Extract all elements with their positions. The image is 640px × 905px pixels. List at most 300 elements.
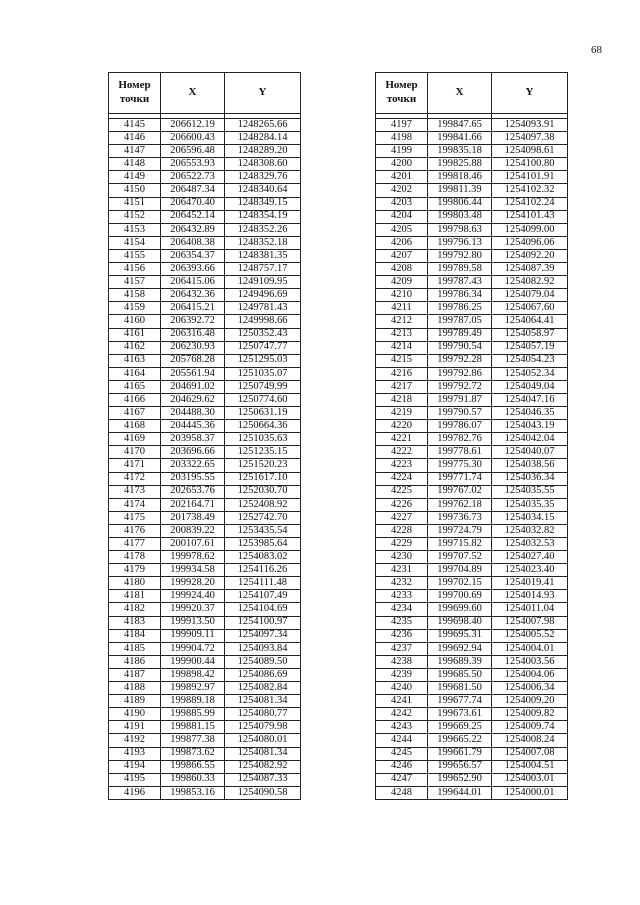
cell-x: 201738.49	[161, 511, 225, 524]
cell-point-number: 4207	[376, 249, 428, 262]
cell-x: 206393.66	[161, 263, 225, 276]
cell-y: 1254093.91	[492, 119, 568, 132]
cell-y: 1254089.50	[225, 655, 301, 668]
cell-y: 1248329.76	[225, 171, 301, 184]
cell-point-number: 4161	[109, 328, 161, 341]
table-row	[376, 498, 568, 511]
cell-y: 1254101.43	[492, 210, 568, 223]
table-row	[109, 380, 301, 393]
cell-x: 199889.18	[161, 695, 225, 708]
cell-y: 1254008.24	[492, 734, 568, 747]
table-row	[376, 760, 568, 773]
cell-point-number: 4172	[109, 472, 161, 485]
table-row	[109, 773, 301, 786]
table-row	[109, 276, 301, 289]
table-row	[109, 184, 301, 197]
cell-y: 1254011.04	[492, 603, 568, 616]
cell-y: 1254049.04	[492, 380, 568, 393]
cell-point-number: 4193	[109, 747, 161, 760]
cell-x: 206415.06	[161, 276, 225, 289]
cell-y: 1250631.19	[225, 407, 301, 420]
cell-x: 203696.66	[161, 446, 225, 459]
cell-y: 1251035.07	[225, 367, 301, 380]
cell-x: 199787.43	[428, 276, 492, 289]
table-row	[376, 668, 568, 681]
cell-y: 1254083.02	[225, 551, 301, 564]
table-row	[376, 524, 568, 537]
cell-point-number: 4183	[109, 616, 161, 629]
cell-y: 1248308.60	[225, 158, 301, 171]
cell-x: 203195.55	[161, 472, 225, 485]
cell-point-number: 4213	[376, 328, 428, 341]
table-row	[109, 747, 301, 760]
table-row	[376, 354, 568, 367]
cell-x: 199724.79	[428, 524, 492, 537]
cell-point-number: 4219	[376, 407, 428, 420]
cell-y: 1254064.41	[492, 315, 568, 328]
cell-point-number: 4212	[376, 315, 428, 328]
table-row	[376, 721, 568, 734]
cell-x: 199786.34	[428, 289, 492, 302]
cell-x: 199789.49	[428, 328, 492, 341]
table-row	[109, 642, 301, 655]
cell-y: 1254003.01	[492, 773, 568, 786]
cell-point-number: 4180	[109, 577, 161, 590]
cell-y: 1254093.84	[225, 642, 301, 655]
table-row	[109, 302, 301, 315]
coordinates-table-left	[108, 72, 301, 800]
cell-x: 199656.57	[428, 760, 492, 773]
table-row	[376, 393, 568, 406]
cell-point-number: 4200	[376, 158, 428, 171]
cell-x: 199892.97	[161, 682, 225, 695]
table-row	[109, 393, 301, 406]
cell-y: 1254036.34	[492, 472, 568, 485]
cell-x: 199792.80	[428, 249, 492, 262]
cell-x: 200107.61	[161, 538, 225, 551]
cell-point-number: 4233	[376, 590, 428, 603]
table-row	[376, 551, 568, 564]
cell-y: 1254097.38	[492, 132, 568, 145]
cell-y: 1248284.14	[225, 132, 301, 145]
cell-point-number: 4165	[109, 380, 161, 393]
cell-x: 204629.62	[161, 393, 225, 406]
table-row	[376, 616, 568, 629]
cell-x: 199677.74	[428, 695, 492, 708]
cell-x: 199881.15	[161, 721, 225, 734]
cell-x: 199853.16	[161, 786, 225, 799]
table-row	[376, 249, 568, 262]
cell-y: 1254100.97	[225, 616, 301, 629]
table-row	[109, 119, 301, 132]
cell-y: 1254092.20	[492, 249, 568, 262]
cell-y: 1248352.26	[225, 223, 301, 236]
cell-point-number: 4241	[376, 695, 428, 708]
cell-point-number: 4202	[376, 184, 428, 197]
cell-point-number: 4218	[376, 393, 428, 406]
cell-y: 1248349.15	[225, 197, 301, 210]
cell-y: 1254038.56	[492, 459, 568, 472]
cell-point-number: 4150	[109, 184, 161, 197]
cell-x: 206452.14	[161, 210, 225, 223]
cell-x: 199835.18	[428, 145, 492, 158]
cell-point-number: 4214	[376, 341, 428, 354]
cell-y: 1254099.00	[492, 223, 568, 236]
cell-x: 202653.76	[161, 485, 225, 498]
cell-x: 206415.21	[161, 302, 225, 315]
cell-x: 199792.28	[428, 354, 492, 367]
table-row	[376, 289, 568, 302]
cell-y: 1248757.17	[225, 263, 301, 276]
table-row	[376, 341, 568, 354]
cell-y: 1254009.74	[492, 721, 568, 734]
cell-point-number: 4206	[376, 236, 428, 249]
cell-x: 199771.74	[428, 472, 492, 485]
table-row	[109, 354, 301, 367]
cell-x: 199685.50	[428, 668, 492, 681]
table-row	[109, 472, 301, 485]
cell-x: 199652.90	[428, 773, 492, 786]
cell-y: 1254097.34	[225, 629, 301, 642]
table-row	[109, 551, 301, 564]
cell-point-number: 4189	[109, 695, 161, 708]
cell-y: 1254004.51	[492, 760, 568, 773]
cell-point-number: 4225	[376, 485, 428, 498]
table-row	[376, 119, 568, 132]
cell-point-number: 4227	[376, 511, 428, 524]
cell-x: 206432.89	[161, 223, 225, 236]
cell-point-number: 4186	[109, 655, 161, 668]
table-row	[109, 485, 301, 498]
table-row	[376, 315, 568, 328]
cell-x: 199699.60	[428, 603, 492, 616]
table-row	[376, 459, 568, 472]
table-row	[109, 538, 301, 551]
cell-x: 199792.86	[428, 367, 492, 380]
cell-y: 1254090.58	[225, 786, 301, 799]
table-row	[376, 171, 568, 184]
cell-y: 1254023.40	[492, 564, 568, 577]
cell-x: 199873.62	[161, 747, 225, 760]
cell-point-number: 4173	[109, 485, 161, 498]
cell-y: 1248354.19	[225, 210, 301, 223]
cell-point-number: 4246	[376, 760, 428, 773]
table-row	[376, 236, 568, 249]
cell-point-number: 4201	[376, 171, 428, 184]
cell-point-number: 4164	[109, 367, 161, 380]
table-row	[109, 132, 301, 145]
cell-x: 199796.13	[428, 236, 492, 249]
cell-x: 204488.30	[161, 407, 225, 420]
cell-y: 1254111.48	[225, 577, 301, 590]
table-row	[376, 695, 568, 708]
cell-point-number: 4169	[109, 433, 161, 446]
cell-point-number: 4229	[376, 538, 428, 551]
cell-point-number: 4170	[109, 446, 161, 459]
cell-point-number: 4240	[376, 682, 428, 695]
cell-y: 1251520.23	[225, 459, 301, 472]
cell-x: 199900.44	[161, 655, 225, 668]
cell-point-number: 4199	[376, 145, 428, 158]
cell-y: 1251035.63	[225, 433, 301, 446]
cell-y: 1254080.01	[225, 734, 301, 747]
table-row	[376, 158, 568, 171]
table-row	[376, 446, 568, 459]
cell-point-number: 4175	[109, 511, 161, 524]
cell-x: 204691.02	[161, 380, 225, 393]
cell-x: 199707.52	[428, 551, 492, 564]
cell-point-number: 4232	[376, 577, 428, 590]
cell-x: 199791.87	[428, 393, 492, 406]
table-row	[376, 629, 568, 642]
cell-point-number: 4244	[376, 734, 428, 747]
cell-x: 199866.55	[161, 760, 225, 773]
cell-y: 1254006.34	[492, 682, 568, 695]
cell-point-number: 4230	[376, 551, 428, 564]
cell-y: 1254082.84	[225, 682, 301, 695]
cell-x: 199789.58	[428, 263, 492, 276]
cell-point-number: 4160	[109, 315, 161, 328]
table-row	[109, 263, 301, 276]
cell-y: 1254004.01	[492, 642, 568, 655]
cell-y: 1254052.34	[492, 367, 568, 380]
cell-y: 1250352.43	[225, 328, 301, 341]
cell-y: 1254034.15	[492, 511, 568, 524]
cell-x: 205768.28	[161, 354, 225, 367]
table-row	[109, 420, 301, 433]
table-row	[376, 263, 568, 276]
cell-x: 199790.54	[428, 341, 492, 354]
table-row	[376, 302, 568, 315]
cell-x: 199786.07	[428, 420, 492, 433]
cell-x: 205561.94	[161, 367, 225, 380]
header-y: Y	[492, 73, 568, 114]
table-row	[109, 171, 301, 184]
cell-point-number: 4182	[109, 603, 161, 616]
cell-point-number: 4222	[376, 446, 428, 459]
cell-point-number: 4245	[376, 747, 428, 760]
table-row	[109, 210, 301, 223]
cell-x: 199715.82	[428, 538, 492, 551]
cell-y: 1254079.98	[225, 721, 301, 734]
cell-y: 1254032.82	[492, 524, 568, 537]
cell-x: 199847.65	[428, 119, 492, 132]
cell-x: 199762.18	[428, 498, 492, 511]
cell-y: 1251295.03	[225, 354, 301, 367]
cell-point-number: 4210	[376, 289, 428, 302]
table-header-row	[109, 73, 301, 114]
cell-point-number: 4226	[376, 498, 428, 511]
cell-x: 199904.72	[161, 642, 225, 655]
cell-y: 1249781.43	[225, 302, 301, 315]
cell-point-number: 4236	[376, 629, 428, 642]
table-row	[376, 485, 568, 498]
table-row	[109, 289, 301, 302]
table-row	[376, 538, 568, 551]
cell-point-number: 4152	[109, 210, 161, 223]
table-row	[109, 498, 301, 511]
table-row	[109, 524, 301, 537]
cell-y: 1254102.32	[492, 184, 568, 197]
cell-point-number: 4174	[109, 498, 161, 511]
cell-x: 199811.39	[428, 184, 492, 197]
table-row	[109, 786, 301, 799]
cell-point-number: 4196	[109, 786, 161, 799]
cell-point-number: 4168	[109, 420, 161, 433]
cell-point-number: 4146	[109, 132, 161, 145]
table-row	[376, 472, 568, 485]
table-row	[109, 616, 301, 629]
table-row	[109, 695, 301, 708]
cell-y: 1252030.70	[225, 485, 301, 498]
cell-y: 1254057.19	[492, 341, 568, 354]
table-row	[109, 734, 301, 747]
table-row	[376, 145, 568, 158]
cell-x: 199934.58	[161, 564, 225, 577]
cell-point-number: 4171	[109, 459, 161, 472]
cell-point-number: 4243	[376, 721, 428, 734]
cell-x: 206553.93	[161, 158, 225, 171]
cell-y: 1254046.35	[492, 407, 568, 420]
cell-point-number: 4194	[109, 760, 161, 773]
cell-point-number: 4148	[109, 158, 161, 171]
table-row	[376, 197, 568, 210]
table-row	[109, 603, 301, 616]
cell-y: 1253985.64	[225, 538, 301, 551]
cell-y: 1254047.16	[492, 393, 568, 406]
cell-point-number: 4192	[109, 734, 161, 747]
cell-x: 206487.34	[161, 184, 225, 197]
cell-point-number: 4157	[109, 276, 161, 289]
cell-y: 1254101.91	[492, 171, 568, 184]
cell-x: 206600.43	[161, 132, 225, 145]
cell-point-number: 4198	[376, 132, 428, 145]
cell-point-number: 4158	[109, 289, 161, 302]
cell-x: 199825.88	[428, 158, 492, 171]
cell-point-number: 4203	[376, 197, 428, 210]
cell-point-number: 4184	[109, 629, 161, 642]
cell-x: 206470.40	[161, 197, 225, 210]
cell-y: 1254043.19	[492, 420, 568, 433]
cell-point-number: 4205	[376, 223, 428, 236]
cell-x: 199860.33	[161, 773, 225, 786]
table-row	[109, 315, 301, 328]
cell-x: 204445.36	[161, 420, 225, 433]
cell-y: 1254009.20	[492, 695, 568, 708]
cell-x: 199792.72	[428, 380, 492, 393]
cell-point-number: 4239	[376, 668, 428, 681]
cell-y: 1254100.80	[492, 158, 568, 171]
cell-x: 199928.20	[161, 577, 225, 590]
cell-point-number: 4231	[376, 564, 428, 577]
cell-point-number: 4208	[376, 263, 428, 276]
cell-y: 1254027.40	[492, 551, 568, 564]
cell-x: 199704.89	[428, 564, 492, 577]
cell-x: 199803.48	[428, 210, 492, 223]
cell-y: 1254014.93	[492, 590, 568, 603]
cell-y: 1248381.35	[225, 249, 301, 262]
cell-y: 1249998.66	[225, 315, 301, 328]
cell-y: 1254000.01	[492, 786, 568, 799]
cell-y: 1251617.10	[225, 472, 301, 485]
cell-point-number: 4204	[376, 210, 428, 223]
cell-y: 1254096.06	[492, 236, 568, 249]
table-row	[376, 564, 568, 577]
cell-x: 206354.37	[161, 249, 225, 262]
cell-y: 1248340.64	[225, 184, 301, 197]
cell-point-number: 4242	[376, 708, 428, 721]
cell-point-number: 4191	[109, 721, 161, 734]
cell-point-number: 4154	[109, 236, 161, 249]
table-row	[109, 407, 301, 420]
table-row	[376, 642, 568, 655]
cell-y: 1250749.99	[225, 380, 301, 393]
table-row	[109, 682, 301, 695]
cell-x: 199782.76	[428, 433, 492, 446]
cell-y: 1254042.04	[492, 433, 568, 446]
cell-y: 1254107.49	[225, 590, 301, 603]
table-row	[376, 328, 568, 341]
table-row	[376, 132, 568, 145]
cell-point-number: 4216	[376, 367, 428, 380]
cell-point-number: 4179	[109, 564, 161, 577]
cell-x: 199978.62	[161, 551, 225, 564]
table-row	[109, 223, 301, 236]
table-row	[376, 380, 568, 393]
table-row	[376, 590, 568, 603]
cell-y: 1254080.77	[225, 708, 301, 721]
cell-y: 1254032.53	[492, 538, 568, 551]
cell-x: 199775.30	[428, 459, 492, 472]
table-row	[376, 655, 568, 668]
cell-y: 1253435.54	[225, 524, 301, 537]
cell-y: 1249109.95	[225, 276, 301, 289]
cell-y: 1252408.92	[225, 498, 301, 511]
cell-x: 199786.25	[428, 302, 492, 315]
cell-x: 199920.37	[161, 603, 225, 616]
cell-point-number: 4156	[109, 263, 161, 276]
cell-y: 1254035.35	[492, 498, 568, 511]
cell-x: 199673.61	[428, 708, 492, 721]
table-row	[109, 511, 301, 524]
cell-x: 206522.73	[161, 171, 225, 184]
cell-x: 206408.38	[161, 236, 225, 249]
cell-y: 1254081.34	[225, 747, 301, 760]
table-row	[376, 276, 568, 289]
cell-point-number: 4163	[109, 354, 161, 367]
cell-x: 206316.48	[161, 328, 225, 341]
cell-x: 199898.42	[161, 668, 225, 681]
cell-y: 1254098.61	[492, 145, 568, 158]
cell-y: 1254007.08	[492, 747, 568, 760]
table-row	[109, 590, 301, 603]
cell-y: 1248265.66	[225, 119, 301, 132]
page-number: 68	[591, 44, 602, 56]
cell-y: 1254009.82	[492, 708, 568, 721]
cell-y: 1248352.18	[225, 236, 301, 249]
cell-point-number: 4221	[376, 433, 428, 446]
table-row	[376, 577, 568, 590]
cell-x: 199665.22	[428, 734, 492, 747]
table-row	[109, 197, 301, 210]
table-row	[376, 747, 568, 760]
cell-x: 203322.65	[161, 459, 225, 472]
cell-point-number: 4248	[376, 786, 428, 799]
cell-x: 206392.72	[161, 315, 225, 328]
cell-y: 1250664.36	[225, 420, 301, 433]
cell-y: 1254116.26	[225, 564, 301, 577]
cell-point-number: 4195	[109, 773, 161, 786]
